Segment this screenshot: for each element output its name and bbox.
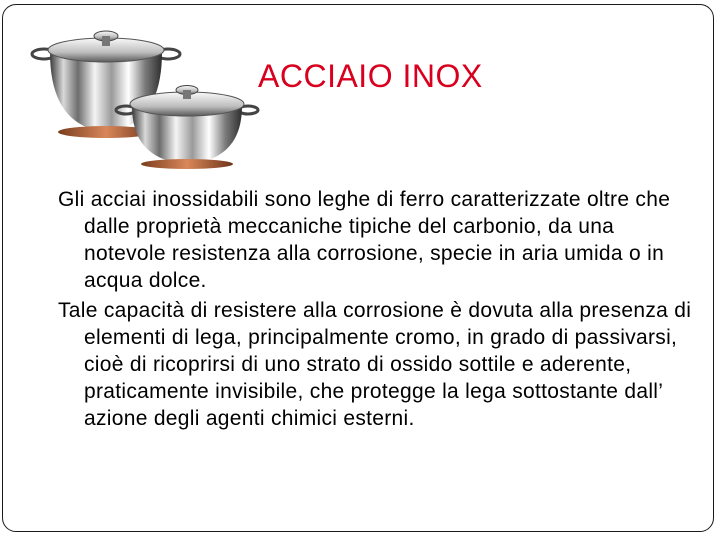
- slide-body: [58, 186, 698, 435]
- small-pot: [116, 86, 258, 170]
- stainless-steel-pots-image: [20, 14, 260, 174]
- slide-title: ACCIAIO INOX: [258, 58, 483, 94]
- paragraph-corrosion-resistance: Tale capacità di resistere alla corrosione è dovuta alla presenza di elementi di lega, principalmente cromo, in grado di passivarsi, cioè di ricoprirsi di uno strato di ossido sottile e aderente, praticamente invisibile, che protegge la lega sottostante dall’ azione degli agenti chimici esterni.: [58, 299, 692, 430]
- paragraph-definition: Gli acciai inossidabili sono leghe di ferro caratterizzate oltre che dalle proprietà meccaniche tipiche del carbonio, da una notevole resistenza alla corrosione, specie in aria umida o in acqua dolce.: [58, 188, 671, 292]
